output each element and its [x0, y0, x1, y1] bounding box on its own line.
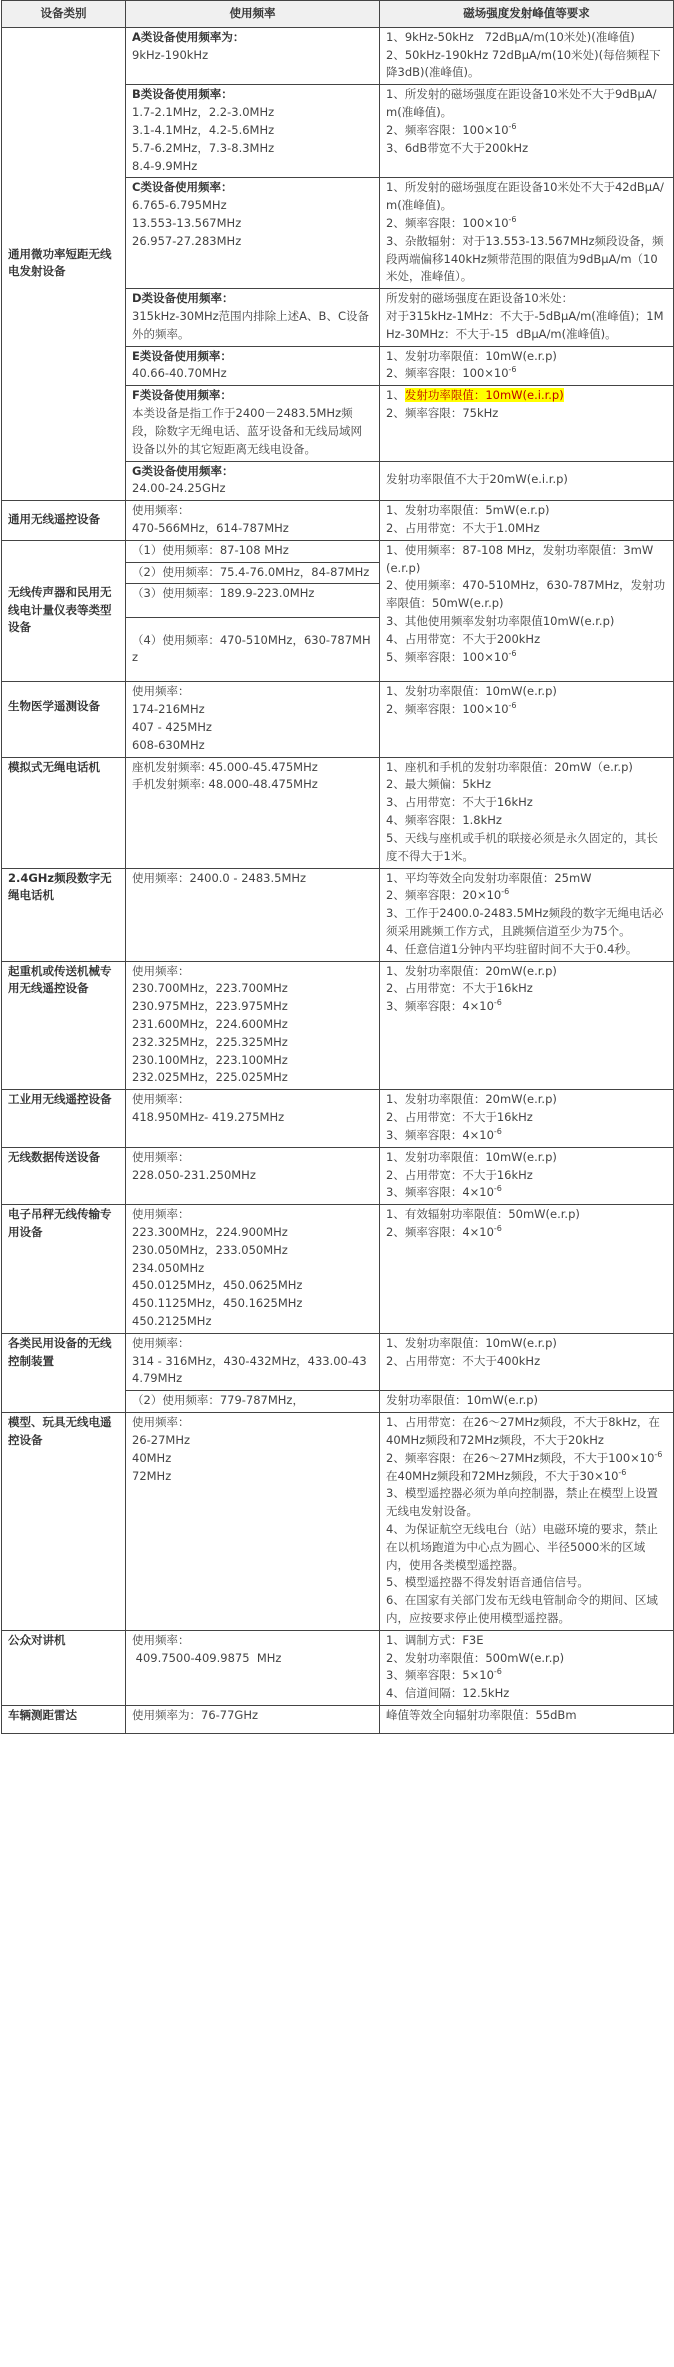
category-cell: 无线传声器和民用无线电计量仪表等类型设备: [2, 540, 126, 682]
requirement-text: 1、发射功率限值：10mW(e.r.p) 2、占用带宽：不大于16kHz 3、频率容限：4×10: [386, 1149, 557, 1200]
frequency-cell: 使用频率：2400.0 - 2483.5MHz: [126, 868, 380, 961]
exponent: -6: [493, 998, 502, 1008]
requirement-cell: [380, 540, 674, 682]
frequency-cell: 座机发射频率: 45.000-45.475MHz 手机发射频率: 48.000-48.475MHz: [126, 757, 380, 868]
requirement-text: 3、6dB带宽不大于200kHz: [386, 140, 529, 155]
frequency-cell: [126, 346, 380, 386]
table-row: [2, 757, 674, 868]
frequency-cell: [126, 85, 380, 178]
requirement-cell: [380, 961, 674, 1090]
frequency-cell: [126, 178, 380, 289]
requirement-cell: [380, 868, 674, 961]
frequency-cell: （3）使用频率：189.9-223.0MHz: [126, 584, 380, 618]
category-cell: 工业用无线遥控设备: [2, 1090, 126, 1147]
exponent: -6: [508, 365, 517, 375]
exponent: -6: [501, 887, 510, 897]
frequency-heading: E类设备使用频率：: [132, 348, 232, 363]
requirement-text: 3、工作于2400.0-2483.5MHz频段的数字无绳电话必须采用跳频工作方式，且跳频信道至少为75个。 4、任意信道1分钟内平均驻留时间不大于0.4秒。: [386, 906, 664, 956]
requirement-text: 2、频率容限：75kHz: [386, 406, 499, 421]
exponent: -6: [508, 215, 517, 225]
table-row: [2, 1630, 674, 1705]
frequency-cell: （2）使用频率：75.4-76.0MHz，84-87MHz: [126, 562, 380, 584]
table-row: [2, 1090, 674, 1147]
table-row: [2, 1205, 674, 1334]
frequency-cell: （2）使用频率：779-787MHz，: [126, 1391, 380, 1413]
category-cell: 各类民用设备的无线控制装置: [2, 1333, 126, 1412]
requirement-text: 1、占用带宽：在26～27MHz频段，不大于8kHz，在40MHz频段和72MHz频段，不大于20kHz 2、频率容限：在26～27MHz频段，不大于100×10: [386, 1415, 660, 1465]
table-row: [2, 501, 674, 541]
requirement-cell: [380, 1413, 674, 1631]
requirement-cell: 发射功率限值：10mW(e.r.p): [380, 1391, 674, 1413]
frequency-cell: [126, 27, 380, 84]
frequency-text: 315kHz-30MHz范围内排除上述A、B、C设备外的频率。: [132, 309, 369, 341]
requirement-text: 1、发射功率限值：10mW(e.r.p) 2、频率容限：100×10: [386, 348, 557, 381]
frequency-text: 本类设备是指工作于2400－2483.5MHz频段，除数字无绳电话、蓝牙设备和无线局域网设备以外的其它短距离无线电设备。: [132, 406, 362, 456]
exponent: -6: [508, 648, 517, 658]
requirement-text: 1、平均等效全向发射功率限值：25mW 2、频率容限：20×10: [386, 870, 592, 903]
table-row: [2, 961, 674, 1090]
requirement-text: 1、使用频率：87-108 MHz，发射功率限值：3mW(e.r.p) 2、使用频率：470-510MHz，630-787MHz，发射功率限值：50mW(e.r.p) 3、其他使用频率发射功率限值10mW(e.r.p) 4、占用带宽：不大于200kHz 5、频率容限：100×10: [386, 542, 666, 664]
exponent: -6: [508, 122, 517, 132]
table-row: [2, 868, 674, 961]
frequency-cell: （1）使用频率：87-108 MHz: [126, 540, 380, 562]
requirement-cell: [380, 1205, 674, 1334]
requirement-cell: [380, 386, 674, 461]
header-category: 设备类别: [2, 1, 126, 28]
requirement-text: 1、发射功率限值：20mW(e.r.p) 2、占用带宽：不大于16kHz 3、频率容限：4×10: [386, 1092, 557, 1142]
requirement-cell: [380, 1090, 674, 1147]
regulation-table: [1, 0, 674, 1734]
table-row: [2, 540, 674, 562]
requirement-text: 4、信道间隔：12.5kHz: [386, 1686, 510, 1701]
table-row: [2, 682, 674, 757]
category-cell: 通用微功率短距无线电发射设备: [2, 27, 126, 500]
requirement-cell: 1、发射功率限值：5mW(e.r.p) 2、占用带宽：不大于1.0MHz: [380, 501, 674, 541]
requirement-text: 1、所发射的磁场强度在距设备10米处不大于9dBμA/m(准峰值)。 2、频率容限：100×10: [386, 87, 657, 137]
category-cell: 电子吊秤无线传输专用设备: [2, 1205, 126, 1334]
category-cell: 模拟式无绳电话机: [2, 757, 126, 868]
requirement-text: 1、调制方式：F3E 2、发射功率限值：500mW(e.r.p) 3、频率容限：5×10: [386, 1632, 565, 1683]
category-cell: 起重机或传送机械专用无线遥控设备: [2, 961, 126, 1090]
frequency-text: 6.765-6.795MHz 13.553-13.567MHz 26.957-27.283MHz: [132, 198, 242, 248]
frequency-cell: [126, 461, 380, 501]
frequency-cell: 使用频率： 26-27MHz 40MHz 72MHz: [126, 1413, 380, 1631]
table-row: [2, 1147, 674, 1204]
category-cell: 通用无线遥控设备: [2, 501, 126, 541]
requirement-text: 1、所发射的磁场强度在距设备10米处不大于42dBμA/m(准峰值)。 2、频率容限：100×10: [386, 180, 664, 230]
table-row: [2, 27, 674, 84]
exponent: -6: [493, 1127, 502, 1137]
category-cell: 无线数据传送设备: [2, 1147, 126, 1204]
frequency-cell: 使用频率： 314 - 316MHz，430-432MHz，433.00-434.79MHz: [126, 1333, 380, 1390]
requirement-text: 3、模型遥控器必须为单向控制器，禁止在模型上设置无线电发射设备。 4、为保证航空无线电台（站）电磁环境的要求，禁止在以机场跑道为中心点为圆心、半径5000米的区域内，使用各类模型遥控器。 5、模型遥控器不得发射语音通信信号。 6、在国家有关部门发布无线电管制命令的期间、区域内，应按要求停止使用模型遥控器。: [386, 1486, 658, 1625]
requirement-cell: 发射功率限值不大于20mW(e.i.r.p): [380, 461, 674, 501]
category-cell: 公众对讲机: [2, 1630, 126, 1705]
frequency-text: 9kHz-190kHz: [132, 47, 209, 62]
frequency-cell: 使用频率： 223.300MHz，224.900MHz 230.050MHz，233.050MHz 234.050MHz 450.0125MHz，450.0625MHz 450.1125MHz，450.1625MHz 450.2125MHz: [126, 1205, 380, 1334]
requirement-text: 3、杂散辐射：对于13.553-13.567MHz频段设备，频段两端偏移140kHz频带范围的限值为9dBμA/m（10米处，准峰值）。: [386, 233, 664, 284]
exponent: -6: [493, 1224, 502, 1234]
requirement-text: 1、有效辐射功率限值：50mW(e.r.p) 2、频率容限：4×10: [386, 1207, 580, 1239]
frequency-cell: 使用频率： 418.950MHz- 419.275MHz: [126, 1090, 380, 1147]
requirement-cell: 所发射的磁场强度在距设备10米处： 对于315kHz-1MHz：不大于-5dBμA/m(准峰值)；1MHz-30MHz：不大于-15 dBμA/m(准峰值)。: [380, 289, 674, 346]
frequency-cell: 使用频率： 228.050-231.250MHz: [126, 1147, 380, 1204]
frequency-heading: A类设备使用频率为：: [132, 29, 245, 44]
requirement-cell: [380, 178, 674, 289]
requirement-text: 1、发射功率限值：10mW(e.r.p) 2、频率容限：100×10: [386, 684, 557, 717]
frequency-heading: G类设备使用频率：: [132, 463, 234, 478]
header-frequency: 使用频率: [126, 1, 380, 28]
frequency-text: 24.00-24.25GHz: [132, 481, 226, 496]
requirement-cell: [380, 1630, 674, 1705]
frequency-heading: C类设备使用频率：: [132, 180, 233, 195]
frequency-cell: [126, 386, 380, 461]
requirement-cell: [380, 682, 674, 757]
requirement-cell: [380, 1147, 674, 1204]
frequency-cell: （4）使用频率：470-510MHz，630-787MHz: [126, 618, 380, 682]
frequency-text: 40.66-40.70MHz: [132, 366, 227, 381]
frequency-heading: B类设备使用频率：: [132, 87, 233, 102]
table-row: [2, 1333, 674, 1390]
requirement-text: 1、发射功率限值：20mW(e.r.p) 2、占用带宽：不大于16kHz 3、频率容限：4×10: [386, 963, 557, 1014]
requirement-cell: 峰值等效全向辐射功率限值：55dBm: [380, 1706, 674, 1734]
category-cell: 模型、玩具无线电遥控设备: [2, 1413, 126, 1631]
frequency-cell: 使用频率： 230.700MHz，223.700MHz 230.975MHz，223.975MHz 231.600MHz，224.600MHz 232.325MHz，225.325MHz 230.100MHz，223.100MHz 232.025MHz，225.025MHz: [126, 961, 380, 1090]
header-requirements: 磁场强度发射峰值等要求: [380, 1, 674, 28]
header-row: [2, 1, 674, 28]
frequency-text: 1.7-2.1MHz，2.2-3.0MHz 3.1-4.1MHz，4.2-5.6MHz 5.7-6.2MHz，7.3-8.3MHz 8.4-9.9MHz: [132, 105, 275, 173]
frequency-heading: F类设备使用频率：: [132, 388, 232, 403]
frequency-cell: [126, 289, 380, 346]
frequency-cell: 使用频率为：76-77GHz: [126, 1706, 380, 1734]
exponent: -6: [618, 1467, 627, 1477]
requirement-cell: [380, 85, 674, 178]
category-cell: 2.4GHz频段数字无绳电话机: [2, 868, 126, 961]
highlighted-text: 发射功率限值：10mW(e.i.r.p): [404, 388, 564, 403]
requirement-cell: 1、发射功率限值：10mW(e.r.p) 2、占用带宽：不大于400kHz: [380, 1333, 674, 1390]
requirement-text: 在40MHz频段和72MHz频段，不大于30×10: [386, 1468, 619, 1483]
table-row: [2, 1413, 674, 1631]
requirement-cell: 1、9kHz-50kHz 72dBμA/m(10米处)(准峰值) 2、50kHz-190kHz 72dBμA/m(10米处)(每倍频程下降3dB)(准峰值)。: [380, 27, 674, 84]
exponent: -6: [493, 1667, 502, 1677]
frequency-cell: 使用频率： 470-566MHz，614-787MHz: [126, 501, 380, 541]
category-cell: 车辆测距雷达: [2, 1706, 126, 1734]
frequency-cell: 使用频率： 174-216MHz 407 - 425MHz 608-630MHz: [126, 682, 380, 757]
table-row: [2, 1706, 674, 1734]
requirement-cell: [380, 346, 674, 386]
frequency-heading: D类设备使用频率：: [132, 291, 234, 306]
exponent: -6: [493, 1184, 502, 1194]
category-cell: 生物医学遥测设备: [2, 682, 126, 757]
requirement-text: 1、: [386, 388, 405, 403]
requirement-cell: 1、座机和手机的发射功率限值：20mW（e.r.p) 2、最大频偏：5kHz 3、占用带宽：不大于16kHz 4、频率容限：1.8kHz 5、天线与座机或手机的联接必须是永久固定的，其长度不得大于1米。: [380, 757, 674, 868]
frequency-cell: 使用频率： 409.7500-409.9875 MHz: [126, 1630, 380, 1705]
exponent: -6: [654, 1449, 663, 1459]
exponent: -6: [508, 701, 517, 711]
